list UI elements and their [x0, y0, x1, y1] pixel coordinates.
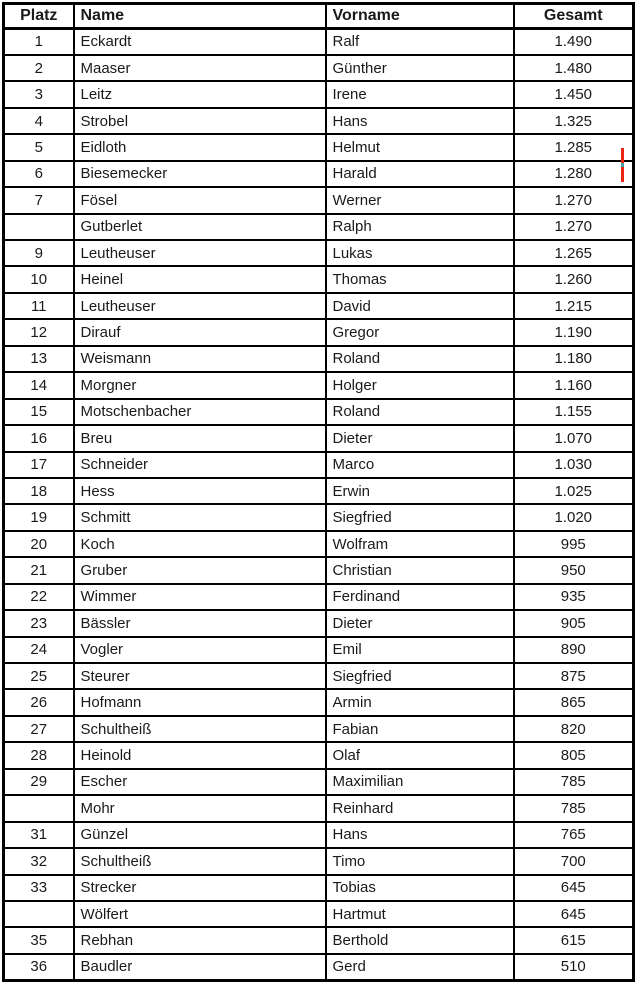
cell-name: Wimmer [74, 584, 326, 610]
cell-name: Heinold [74, 742, 326, 768]
table-row [4, 716, 634, 742]
table-row [4, 742, 634, 768]
cell-platz: 21 [4, 557, 74, 583]
cell-platz: 32 [4, 848, 74, 874]
cell-vorname: Werner [326, 187, 514, 213]
cell-platz: 18 [4, 478, 74, 504]
table-row [4, 848, 634, 874]
cell-vorname: Armin [326, 689, 514, 715]
cell-vorname: Günther [326, 55, 514, 81]
cell-vorname: Maximilian [326, 769, 514, 795]
table-row [4, 346, 634, 372]
table-row [4, 954, 634, 980]
cell-platz: 15 [4, 399, 74, 425]
cell-platz: 5 [4, 134, 74, 160]
cell-name: Eidloth [74, 134, 326, 160]
cell-name: Fösel [74, 187, 326, 213]
table-row [4, 504, 634, 530]
cell-name: Escher [74, 769, 326, 795]
cell-vorname: Hans [326, 822, 514, 848]
cell-platz: 9 [4, 240, 74, 266]
cell-vorname: Gregor [326, 319, 514, 345]
cell-name: Morgner [74, 372, 326, 398]
cell-vorname: Thomas [326, 266, 514, 292]
cell-vorname: Marco [326, 452, 514, 478]
cell-gesamt: 615 [514, 927, 634, 953]
cell-gesamt: 1.270 [514, 187, 634, 213]
cell-name: Biesemecker [74, 161, 326, 187]
cell-gesamt: 1.030 [514, 452, 634, 478]
cell-gesamt: 805 [514, 742, 634, 768]
cell-vorname: Hans [326, 108, 514, 134]
cell-vorname: Helmut [326, 134, 514, 160]
cell-vorname: Olaf [326, 742, 514, 768]
cell-name: Leutheuser [74, 240, 326, 266]
cell-platz [4, 795, 74, 821]
table-row [4, 927, 634, 953]
table-row [4, 901, 634, 927]
cell-platz: 1 [4, 29, 74, 55]
cell-gesamt: 1.180 [514, 346, 634, 372]
cell-platz: 11 [4, 293, 74, 319]
cell-gesamt: 645 [514, 901, 634, 927]
cell-name: Gutberlet [74, 214, 326, 240]
table-row [4, 557, 634, 583]
table-row [4, 55, 634, 81]
cell-name: Mohr [74, 795, 326, 821]
cell-platz [4, 901, 74, 927]
cell-platz: 6 [4, 161, 74, 187]
cell-vorname: Holger [326, 372, 514, 398]
cell-gesamt: 1.020 [514, 504, 634, 530]
cell-gesamt: 950 [514, 557, 634, 583]
cell-platz: 17 [4, 452, 74, 478]
cell-vorname: Emil [326, 637, 514, 663]
cell-gesamt: 1.260 [514, 266, 634, 292]
column-header-vorname: Vorname [326, 4, 514, 29]
cell-platz: 31 [4, 822, 74, 848]
table-row [4, 240, 634, 266]
cell-name: Wölfert [74, 901, 326, 927]
teal-dot [621, 163, 624, 167]
cell-name: Schultheiß [74, 716, 326, 742]
table-row [4, 822, 634, 848]
cell-name: Rebhan [74, 927, 326, 953]
cell-gesamt: 890 [514, 637, 634, 663]
cell-name: Leutheuser [74, 293, 326, 319]
cell-platz: 14 [4, 372, 74, 398]
cell-platz: 22 [4, 584, 74, 610]
cell-gesamt: 1.025 [514, 478, 634, 504]
cell-vorname: Dieter [326, 425, 514, 451]
cell-platz: 10 [4, 266, 74, 292]
cell-platz: 28 [4, 742, 74, 768]
table-body [4, 29, 634, 981]
cell-gesamt: 1.270 [514, 214, 634, 240]
table-row [4, 134, 634, 160]
cell-gesamt: 1.450 [514, 81, 634, 107]
cell-vorname: Roland [326, 346, 514, 372]
cell-gesamt: 1.480 [514, 55, 634, 81]
table-row [4, 187, 634, 213]
cell-name: Günzel [74, 822, 326, 848]
cell-name: Baudler [74, 954, 326, 980]
table-row [4, 81, 634, 107]
table-row [4, 637, 634, 663]
cell-name: Koch [74, 531, 326, 557]
cell-platz: 16 [4, 425, 74, 451]
cell-name: Schneider [74, 452, 326, 478]
cell-gesamt: 1.285 [514, 134, 634, 160]
cell-vorname: Erwin [326, 478, 514, 504]
cell-platz: 25 [4, 663, 74, 689]
header-row [4, 4, 634, 29]
cell-vorname: Harald [326, 161, 514, 187]
table-row [4, 769, 634, 795]
table-row [4, 399, 634, 425]
cell-platz: 12 [4, 319, 74, 345]
cell-name: Breu [74, 425, 326, 451]
cell-platz: 20 [4, 531, 74, 557]
cell-vorname: Fabian [326, 716, 514, 742]
table-row [4, 293, 634, 319]
cell-name: Gruber [74, 557, 326, 583]
cell-gesamt: 785 [514, 795, 634, 821]
ranking-table [2, 2, 635, 982]
cell-vorname: Wolfram [326, 531, 514, 557]
table-row [4, 452, 634, 478]
cell-vorname: Berthold [326, 927, 514, 953]
table-row [4, 795, 634, 821]
cell-platz: 24 [4, 637, 74, 663]
cell-gesamt: 1.070 [514, 425, 634, 451]
cell-name: Eckardt [74, 29, 326, 55]
cell-name: Schmitt [74, 504, 326, 530]
cell-name: Leitz [74, 81, 326, 107]
cell-gesamt: 1.155 [514, 399, 634, 425]
table-row [4, 266, 634, 292]
cell-platz: 35 [4, 927, 74, 953]
table-row [4, 214, 634, 240]
column-header-gesamt: Gesamt [514, 4, 634, 29]
cell-vorname: Timo [326, 848, 514, 874]
table-row [4, 372, 634, 398]
cell-vorname: Hartmut [326, 901, 514, 927]
column-header-name: Name [74, 4, 326, 29]
table-row [4, 584, 634, 610]
cell-name: Strobel [74, 108, 326, 134]
cell-name: Dirauf [74, 319, 326, 345]
cell-name: Maaser [74, 55, 326, 81]
cell-gesamt: 875 [514, 663, 634, 689]
cell-platz: 29 [4, 769, 74, 795]
table-row [4, 531, 634, 557]
cell-platz: 36 [4, 954, 74, 980]
cell-name: Strecker [74, 875, 326, 901]
cell-name: Weismann [74, 346, 326, 372]
cell-name: Schultheiß [74, 848, 326, 874]
cell-gesamt: 645 [514, 875, 634, 901]
cell-vorname: Ferdinand [326, 584, 514, 610]
table-row [4, 108, 634, 134]
cell-vorname: Christian [326, 557, 514, 583]
cell-gesamt: 905 [514, 610, 634, 636]
table-row [4, 689, 634, 715]
cell-name: Hofmann [74, 689, 326, 715]
cell-gesamt: 865 [514, 689, 634, 715]
cell-name: Heinel [74, 266, 326, 292]
cell-vorname: Reinhard [326, 795, 514, 821]
cell-platz [4, 214, 74, 240]
table-row [4, 425, 634, 451]
cell-gesamt: 1.190 [514, 319, 634, 345]
table-row [4, 663, 634, 689]
cell-gesamt: 1.280 [514, 161, 634, 187]
cell-vorname: Irene [326, 81, 514, 107]
cell-name: Bässler [74, 610, 326, 636]
cell-name: Steurer [74, 663, 326, 689]
cell-vorname: Siegfried [326, 504, 514, 530]
cell-name: Hess [74, 478, 326, 504]
cell-gesamt: 1.490 [514, 29, 634, 55]
cell-name: Motschenbacher [74, 399, 326, 425]
cell-gesamt: 700 [514, 848, 634, 874]
cell-gesamt: 820 [514, 716, 634, 742]
cell-vorname: Gerd [326, 954, 514, 980]
cell-gesamt: 1.160 [514, 372, 634, 398]
cell-gesamt: 935 [514, 584, 634, 610]
table-row [4, 875, 634, 901]
cell-platz: 19 [4, 504, 74, 530]
table-row [4, 478, 634, 504]
cell-gesamt: 785 [514, 769, 634, 795]
red-cursor-mark [621, 148, 624, 182]
cell-gesamt: 765 [514, 822, 634, 848]
cell-vorname: Tobias [326, 875, 514, 901]
table-row [4, 161, 634, 187]
table-row [4, 29, 634, 55]
cell-platz: 33 [4, 875, 74, 901]
cell-vorname: Siegfried [326, 663, 514, 689]
cell-platz: 26 [4, 689, 74, 715]
cell-name: Vogler [74, 637, 326, 663]
cell-vorname: Roland [326, 399, 514, 425]
cell-vorname: Ralf [326, 29, 514, 55]
column-header-platz: Platz [4, 4, 74, 29]
cell-platz: 13 [4, 346, 74, 372]
cell-platz: 23 [4, 610, 74, 636]
cell-platz: 7 [4, 187, 74, 213]
cell-vorname: Dieter [326, 610, 514, 636]
cell-gesamt: 510 [514, 954, 634, 980]
cell-vorname: Ralph [326, 214, 514, 240]
cell-gesamt: 1.325 [514, 108, 634, 134]
cell-platz: 27 [4, 716, 74, 742]
cell-gesamt: 995 [514, 531, 634, 557]
table-row [4, 319, 634, 345]
cell-platz: 4 [4, 108, 74, 134]
cell-gesamt: 1.265 [514, 240, 634, 266]
cell-vorname: Lukas [326, 240, 514, 266]
cell-gesamt: 1.215 [514, 293, 634, 319]
cell-vorname: David [326, 293, 514, 319]
cell-platz: 2 [4, 55, 74, 81]
table-row [4, 610, 634, 636]
cell-platz: 3 [4, 81, 74, 107]
